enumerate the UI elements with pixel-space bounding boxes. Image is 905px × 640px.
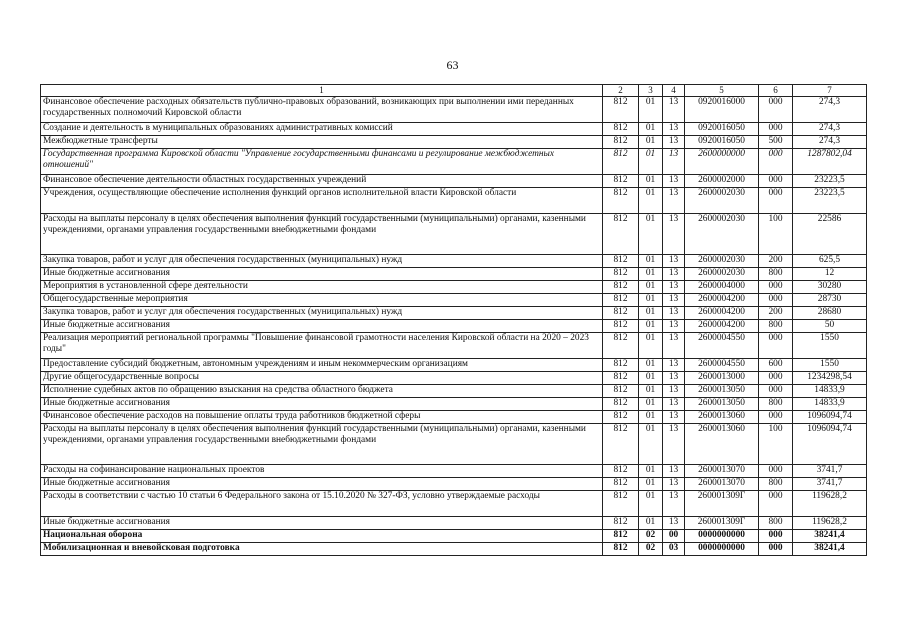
table-row: [41, 384, 867, 397]
row-description: Иные бюджетные ассигнования: [41, 516, 603, 529]
row-cell-c3: 01: [639, 319, 663, 332]
row-cell-c3: 01: [639, 397, 663, 410]
row-description: Иные бюджетные ассигнования: [41, 267, 603, 280]
row-cell-c7: 28680: [793, 306, 867, 319]
row-cell-c6: 000: [759, 148, 793, 174]
row-cell-c6: 000: [759, 293, 793, 306]
row-cell-c6: 000: [759, 371, 793, 384]
row-description: Иные бюджетные ассигнования: [41, 319, 603, 332]
table-row: [41, 319, 867, 332]
row-cell-c6: 800: [759, 516, 793, 529]
row-description: Учреждения, осуществляющие обеспечение исполнения функций органов исполнительной власти Кировской области: [41, 187, 603, 213]
row-cell-c2: 812: [603, 371, 639, 384]
row-description: Финансовое обеспечение расходных обязательств публично-правовых образований, возникающих при выполнении ими переданных государственных полномочий Кировской области: [41, 96, 603, 122]
row-cell-c3: 01: [639, 280, 663, 293]
row-cell-c3: 01: [639, 254, 663, 267]
row-cell-c7: 28730: [793, 293, 867, 306]
row-cell-c3: 01: [639, 358, 663, 371]
row-cell-c3: 01: [639, 490, 663, 516]
table-row: [41, 267, 867, 280]
row-description: Исполнение судебных актов по обращению взыскания на средства областного бюджета: [41, 384, 603, 397]
table-row: [41, 529, 867, 542]
row-description: Иные бюджетные ассигнования: [41, 397, 603, 410]
row-cell-c5: 2600013050: [685, 384, 759, 397]
row-cell-c6: 000: [759, 187, 793, 213]
row-cell-c6: 800: [759, 267, 793, 280]
row-cell-c7: 3741,7: [793, 477, 867, 490]
row-cell-c6: 000: [759, 542, 793, 555]
row-description: Общегосударственные мероприятия: [41, 293, 603, 306]
row-cell-c4: 13: [663, 397, 685, 410]
table-row: [41, 135, 867, 148]
row-cell-c2: 812: [603, 122, 639, 135]
row-cell-c2: 812: [603, 306, 639, 319]
row-description: Финансовое обеспечение расходов на повышение оплаты труда работников бюджетной сферы: [41, 410, 603, 423]
row-cell-c4: 13: [663, 384, 685, 397]
row-description: Расходы на выплаты персоналу в целях обеспечения выполнения функций государственными (муниципальными) органами, казенными учреждениями, органами управления государственными внебюджетными фондами: [41, 423, 603, 464]
row-cell-c2: 812: [603, 529, 639, 542]
row-cell-c5: 2600013070: [685, 477, 759, 490]
row-cell-c4: 13: [663, 477, 685, 490]
row-cell-c7: 625,5: [793, 254, 867, 267]
row-cell-c2: 812: [603, 213, 639, 254]
column-header: 2: [603, 85, 639, 97]
row-cell-c3: 01: [639, 332, 663, 358]
row-cell-c5: 2600013070: [685, 464, 759, 477]
row-cell-c3: 01: [639, 477, 663, 490]
row-cell-c3: 01: [639, 423, 663, 464]
row-cell-c5: 2600000000: [685, 148, 759, 174]
table-header-row: [41, 85, 867, 97]
row-cell-c4: 13: [663, 410, 685, 423]
table-row: [41, 464, 867, 477]
row-cell-c5: 260001309Г: [685, 516, 759, 529]
row-cell-c6: 000: [759, 529, 793, 542]
row-cell-c7: 119628,2: [793, 490, 867, 516]
row-cell-c7: 1234298,54: [793, 371, 867, 384]
budget-table: [40, 84, 867, 556]
row-description: Предоставление субсидий бюджетным, автономным учреждениям и иным некоммерческим организациям: [41, 358, 603, 371]
row-cell-c2: 812: [603, 332, 639, 358]
row-cell-c2: 812: [603, 542, 639, 555]
row-cell-c5: 2600013050: [685, 397, 759, 410]
row-cell-c2: 812: [603, 174, 639, 187]
row-description: Межбюджетные трансферты: [41, 135, 603, 148]
row-cell-c2: 812: [603, 319, 639, 332]
row-cell-c2: 812: [603, 96, 639, 122]
row-cell-c7: 14833,9: [793, 384, 867, 397]
row-cell-c3: 01: [639, 174, 663, 187]
row-cell-c4: 13: [663, 174, 685, 187]
row-cell-c4: 13: [663, 148, 685, 174]
row-cell-c3: 01: [639, 148, 663, 174]
row-cell-c4: 13: [663, 267, 685, 280]
table-row: [41, 542, 867, 555]
row-description: Иные бюджетные ассигнования: [41, 477, 603, 490]
table-row: [41, 148, 867, 174]
row-cell-c5: 2600004000: [685, 280, 759, 293]
row-description: Мероприятия в установленной сфере деятельности: [41, 280, 603, 293]
column-header: 4: [663, 85, 685, 97]
row-cell-c3: 01: [639, 122, 663, 135]
column-header: 3: [639, 85, 663, 97]
row-cell-c2: 812: [603, 477, 639, 490]
table-row: [41, 371, 867, 384]
row-cell-c5: 260001309Г: [685, 490, 759, 516]
row-cell-c5: 2600002030: [685, 213, 759, 254]
row-cell-c2: 812: [603, 410, 639, 423]
row-description: Государственная программа Кировской области "Управление государственными финансами и регулирование межбюджетных отношений": [41, 148, 603, 174]
row-cell-c5: 2600002000: [685, 174, 759, 187]
row-cell-c6: 000: [759, 332, 793, 358]
row-cell-c3: 02: [639, 529, 663, 542]
table-row: [41, 410, 867, 423]
row-cell-c6: 500: [759, 135, 793, 148]
row-cell-c2: 812: [603, 384, 639, 397]
row-cell-c3: 01: [639, 306, 663, 319]
row-cell-c6: 800: [759, 397, 793, 410]
row-cell-c5: 0920016050: [685, 135, 759, 148]
row-description: Создание и деятельность в муниципальных образованиях административных комиссий: [41, 122, 603, 135]
column-header: 6: [759, 85, 793, 97]
column-header: 1: [41, 85, 603, 97]
row-cell-c5: 0000000000: [685, 542, 759, 555]
table-row: [41, 423, 867, 464]
row-cell-c2: 812: [603, 280, 639, 293]
row-cell-c7: 3741,7: [793, 464, 867, 477]
row-cell-c3: 01: [639, 135, 663, 148]
row-description: Реализация мероприятий региональной программы "Повышение финансовой грамотности населения Кировской области на 2020 – 2023 годы": [41, 332, 603, 358]
row-cell-c2: 812: [603, 148, 639, 174]
row-cell-c7: 30280: [793, 280, 867, 293]
row-cell-c5: 2600002030: [685, 187, 759, 213]
row-cell-c7: 38241,4: [793, 542, 867, 555]
column-header: 7: [793, 85, 867, 97]
row-cell-c5: 0920016000: [685, 96, 759, 122]
table-row: [41, 213, 867, 254]
row-cell-c2: 812: [603, 464, 639, 477]
row-cell-c6: 000: [759, 490, 793, 516]
row-cell-c4: 13: [663, 187, 685, 213]
row-description: Расходы в соответствии с частью 10 статьи 6 Федерального закона от 15.10.2020 № 327-ФЗ, условно утверждаемые расходы: [41, 490, 603, 516]
row-cell-c7: 12: [793, 267, 867, 280]
row-description: Мобилизационная и вневойсковая подготовка: [41, 542, 603, 555]
row-description: Закупка товаров, работ и услуг для обеспечения государственных (муниципальных) нужд: [41, 306, 603, 319]
page-number: 63: [446, 58, 459, 72]
row-cell-c7: 1550: [793, 358, 867, 371]
row-description: Расходы на выплаты персоналу в целях обеспечения выполнения функций государственными (муниципальными) органами, казенными учреждениями, органами управления государственными внебюджетными фондами: [41, 213, 603, 254]
row-cell-c7: 23223,5: [793, 187, 867, 213]
row-cell-c5: 2600002030: [685, 254, 759, 267]
table-row: [41, 516, 867, 529]
row-cell-c4: 00: [663, 529, 685, 542]
row-cell-c6: 800: [759, 477, 793, 490]
row-cell-c4: 03: [663, 542, 685, 555]
row-cell-c4: 13: [663, 293, 685, 306]
row-cell-c4: 13: [663, 122, 685, 135]
row-cell-c2: 812: [603, 293, 639, 306]
row-cell-c7: 22586: [793, 213, 867, 254]
row-cell-c6: 000: [759, 410, 793, 423]
row-cell-c5: 2600004200: [685, 319, 759, 332]
row-cell-c6: 200: [759, 254, 793, 267]
row-cell-c4: 13: [663, 371, 685, 384]
row-cell-c4: 13: [663, 464, 685, 477]
row-cell-c4: 13: [663, 280, 685, 293]
row-cell-c6: 000: [759, 96, 793, 122]
row-cell-c2: 812: [603, 267, 639, 280]
row-cell-c5: 2600013000: [685, 371, 759, 384]
row-cell-c5: 2600013060: [685, 410, 759, 423]
table-row: [41, 490, 867, 516]
row-cell-c7: 274,3: [793, 122, 867, 135]
row-cell-c4: 13: [663, 516, 685, 529]
row-cell-c6: 800: [759, 319, 793, 332]
row-cell-c5: 2600013060: [685, 423, 759, 464]
row-cell-c3: 01: [639, 293, 663, 306]
row-cell-c5: 2600004550: [685, 332, 759, 358]
row-cell-c7: 1096094,74: [793, 410, 867, 423]
row-cell-c4: 13: [663, 358, 685, 371]
row-cell-c6: 600: [759, 358, 793, 371]
row-cell-c2: 812: [603, 358, 639, 371]
row-cell-c7: 23223,5: [793, 174, 867, 187]
row-cell-c7: 1287802,04: [793, 148, 867, 174]
row-cell-c4: 13: [663, 306, 685, 319]
row-cell-c3: 01: [639, 464, 663, 477]
row-cell-c3: 01: [639, 267, 663, 280]
row-cell-c5: 2600002030: [685, 267, 759, 280]
row-cell-c2: 812: [603, 516, 639, 529]
row-cell-c7: 1550: [793, 332, 867, 358]
column-header: 5: [685, 85, 759, 97]
table-row: [41, 293, 867, 306]
row-cell-c7: 50: [793, 319, 867, 332]
table-row: [41, 306, 867, 319]
row-cell-c6: 000: [759, 384, 793, 397]
row-cell-c6: 000: [759, 280, 793, 293]
table-row: [41, 477, 867, 490]
row-cell-c3: 01: [639, 516, 663, 529]
row-cell-c4: 13: [663, 490, 685, 516]
row-cell-c5: 0000000000: [685, 529, 759, 542]
row-description: Расходы на софинансирование национальных проектов: [41, 464, 603, 477]
row-cell-c3: 01: [639, 187, 663, 213]
row-cell-c6: 200: [759, 306, 793, 319]
row-cell-c5: 2600004200: [685, 293, 759, 306]
row-cell-c7: 14833,9: [793, 397, 867, 410]
row-description: Национальная оборона: [41, 529, 603, 542]
row-cell-c5: 2600004550: [685, 358, 759, 371]
row-cell-c4: 13: [663, 423, 685, 464]
row-cell-c6: 000: [759, 122, 793, 135]
row-cell-c7: 274,3: [793, 96, 867, 122]
table-row: [41, 254, 867, 267]
row-description: Другие общегосударственные вопросы: [41, 371, 603, 384]
row-cell-c2: 812: [603, 423, 639, 464]
table-row: [41, 96, 867, 122]
row-cell-c2: 812: [603, 397, 639, 410]
table-row: [41, 174, 867, 187]
row-cell-c4: 13: [663, 254, 685, 267]
row-cell-c3: 01: [639, 96, 663, 122]
row-cell-c2: 812: [603, 490, 639, 516]
row-cell-c3: 01: [639, 371, 663, 384]
table-row: [41, 187, 867, 213]
row-cell-c4: 13: [663, 319, 685, 332]
row-cell-c4: 13: [663, 96, 685, 122]
row-description: Финансовое обеспечение деятельности областных государственных учреждений: [41, 174, 603, 187]
row-cell-c3: 01: [639, 410, 663, 423]
row-cell-c6: 000: [759, 174, 793, 187]
row-cell-c7: 38241,4: [793, 529, 867, 542]
table-row: [41, 332, 867, 358]
row-cell-c4: 13: [663, 213, 685, 254]
row-cell-c5: 2600004200: [685, 306, 759, 319]
row-cell-c2: 812: [603, 187, 639, 213]
table-row: [41, 358, 867, 371]
row-cell-c7: 274,3: [793, 135, 867, 148]
table-row: [41, 122, 867, 135]
row-cell-c2: 812: [603, 254, 639, 267]
table-body: [41, 96, 867, 555]
row-cell-c3: 02: [639, 542, 663, 555]
row-cell-c6: 100: [759, 213, 793, 254]
row-cell-c5: 0920016050: [685, 122, 759, 135]
row-cell-c7: 119628,2: [793, 516, 867, 529]
row-cell-c6: 000: [759, 464, 793, 477]
row-description: Закупка товаров, работ и услуг для обеспечения государственных (муниципальных) нужд: [41, 254, 603, 267]
table-row: [41, 397, 867, 410]
row-cell-c4: 13: [663, 332, 685, 358]
table-row: [41, 280, 867, 293]
row-cell-c6: 100: [759, 423, 793, 464]
row-cell-c3: 01: [639, 384, 663, 397]
row-cell-c4: 13: [663, 135, 685, 148]
row-cell-c7: 1096094,74: [793, 423, 867, 464]
row-cell-c3: 01: [639, 213, 663, 254]
row-cell-c2: 812: [603, 135, 639, 148]
